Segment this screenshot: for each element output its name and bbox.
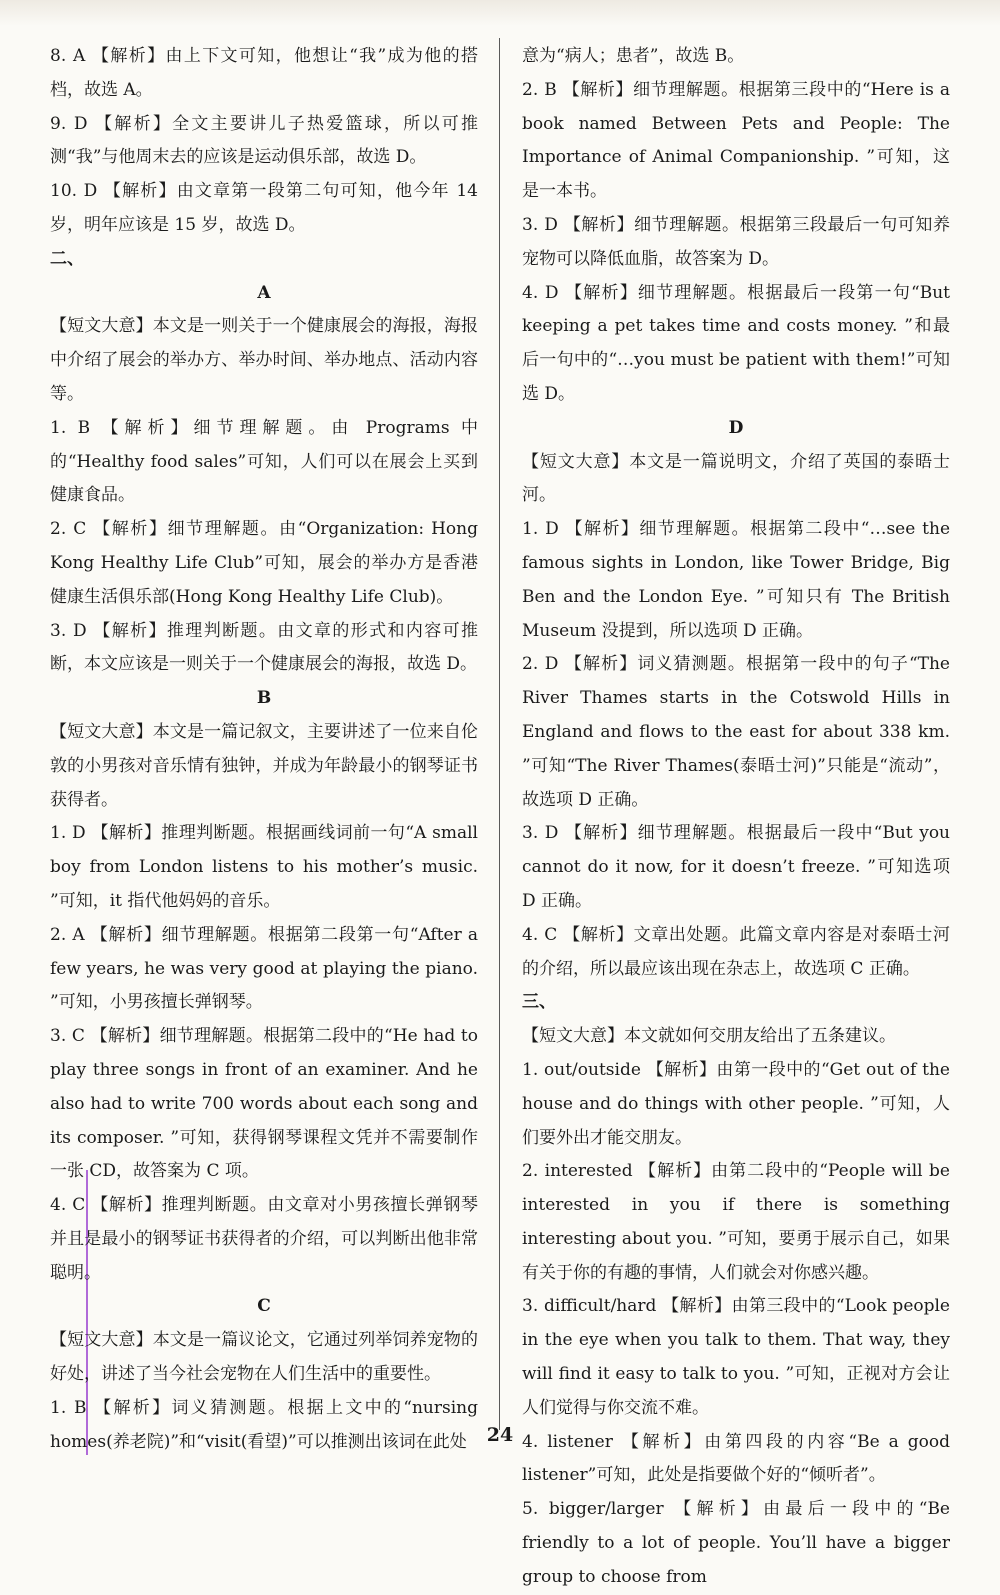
answer-paragraph: 2. A 【解析】细节理解题。根据第二段第一句“After a few years, he was very good at playing the piano. ”可知，小男孩擅长弹钢琴。: [50, 924, 478, 1013]
section-letter: A: [257, 282, 271, 303]
column-divider: [499, 38, 500, 1430]
answer-paragraph: 1. B 【解析】词义猜测题。根据上文中的“nursing homes(养老院)”和“visit(看望)”可以推测出该词在此处: [50, 1397, 478, 1452]
answer-paragraph: 3. D 【解析】推理判断题。由文章的形式和内容可推断，本文应该是一则关于一个健康展会的海报，故选 D。: [50, 620, 479, 675]
answer-paragraph: 【短文大意】本文是一篇议论文，它通过列举饲养宠物的好处，讲述了当今社会宠物在人们生活中的重要性。: [50, 1330, 478, 1385]
answer-paragraph: 3. C 【解析】细节理解题。根据第二段中的“He had to play three songs in front of an examiner. And he also had to write 700 words about each song and its composer. ”可知，获得钢琴课程文凭并不需要制作一张 CD，故答案为 C 项。: [50, 1026, 478, 1182]
answer-paragraph: 4. D 【解析】细节理解题。根据最后一段第一句“But keeping a pet takes time and costs money. ”和最后一句中的“…you must be patient with them!”可知选 D。: [522, 282, 950, 404]
answer-paragraph: 【短文大意】本文就如何交朋友给出了五条建议。: [522, 1026, 896, 1047]
answer-paragraph: 5. bigger/larger 【解析】由最后一段中的“Be friendly to a lot of people. You’ll have a bigger group to choose from: [522, 1499, 950, 1587]
section-letter: B: [256, 688, 272, 709]
answer-paragraph: 3. D 【解析】细节理解题。根据最后一段中“But you cannot do it now, for it doesn’t freeze. ”可知选项 D 正确。: [522, 823, 950, 911]
answer-paragraph: 3. D 【解析】细节理解题。根据第三段最后一句可知养宠物可以降低血脂，故答案为 D。: [522, 214, 950, 269]
page-top-shading: [0, 0, 1000, 26]
answer-paragraph: 1. D 【解析】推理判断题。根据画线词前一句“A small boy from London listens to his mother’s music. ”可知，it 指代他妈妈的音乐。: [50, 823, 478, 911]
answer-paragraph: 2. D 【解析】词义猜测题。根据第一段中的句子“The River Thames starts in the Cotswold Hills in England and flows to the east for about 338 km. ”可知“The River Thames(泰晤士河)”只能是“流动”，故选项 D 正确。: [522, 654, 950, 810]
answer-paragraph: 【短文大意】本文是一篇记叙文，主要讲述了一位来自伦敦的小男孩对音乐情有独钟，并成为年龄最小的钢琴证书获得者。: [50, 721, 478, 810]
left-column: [50, 40, 478, 1459]
section-heading: 二、: [50, 248, 84, 269]
page-number: 24: [486, 1424, 514, 1446]
answer-paragraph: 【短文大意】本文是一则关于一个健康展会的海报，海报中介绍了展会的举办方、举办时间、举办地点、活动内容等。: [50, 316, 478, 404]
section-heading: 三、: [522, 992, 556, 1013]
answer-paragraph: 4. C 【解析】文章出处题。此篇文章内容是对泰晤士河的介绍，所以最应该出现在杂志上，故选项 C 正确。: [522, 924, 950, 979]
answer-paragraph: 2. C 【解析】细节理解题。由“Organization: Hong Kong Healthy Life Club”可知，展会的举办方是香港健康生活俱乐部(Hong Kong Healthy Life Club)。: [50, 519, 478, 607]
answer-paragraph: 2. B 【解析】细节理解题。根据第三段中的“Here is a book named Between Pets and People: The Importance of Animal Companionship. ”可知，这是一本书。: [522, 79, 950, 202]
answer-paragraph: 9. D 【解析】全文主要讲儿子热爱篮球，所以可推测“我”与他周末去的应该是运动俱乐部，故选 D。: [50, 113, 478, 168]
answer-paragraph: 4. listener 【解析】由第四段的内容“Be a good listener”可知，此处是指要做个好的“倾听者”。: [522, 1431, 950, 1486]
section-letter: D: [728, 417, 744, 438]
answer-paragraph: 8. A 【解析】由上下文可知，他想让“我”成为他的搭档，故选 A。: [50, 46, 478, 100]
answer-paragraph: 意为“病人；患者”，故选 B。: [522, 46, 745, 66]
answer-paragraph: 1. B 【解析】细节理解题。由 Programs 中的“Healthy food sales”可知，人们可以在展会上买到健康食品。: [50, 417, 478, 506]
answer-paragraph: 2. interested 【解析】由第二段中的“People will be interested in you if there is something interesting about you. ”可知，要勇于展示自己，如果有关于你的有趣的事情，人们就会对你感兴趣。: [522, 1161, 950, 1283]
answer-paragraph: 【短文大意】本文是一篇说明文，介绍了英国的泰晤士河。: [522, 451, 950, 506]
answer-paragraph: 10. D 【解析】由文章第一段第二句可知，他今年 14 岁，明年应该是 15 岁，故选 D。: [50, 181, 478, 235]
right-column: [522, 40, 950, 1595]
answer-paragraph: 3. difficult/hard 【解析】由第三段中的“Look people in the eye when you talk to them. That way, they will find it easy to talk to you. ”可知，正视对方会让人们觉得与你交流不难。: [522, 1296, 950, 1418]
section-letter: C: [257, 1296, 271, 1317]
answer-paragraph: 1. D 【解析】细节理解题。根据第二段中“…see the famous sights in London, like Tower Bridge, Big Ben and the London Eye. ”可知只有 The British Museum 没提到，所以选项 D 正确。: [522, 519, 950, 641]
answer-paragraph: 1. out/outside 【解析】由第一段中的“Get out of the house and do things with other people. ”可知，人们要外出才能交朋友。: [522, 1059, 950, 1148]
answer-paragraph: 4. C 【解析】推理判断题。由文章对小男孩擅长弹钢琴并且是最小的钢琴证书获得者的介绍，可以判断出他非常聪明。: [50, 1195, 478, 1283]
